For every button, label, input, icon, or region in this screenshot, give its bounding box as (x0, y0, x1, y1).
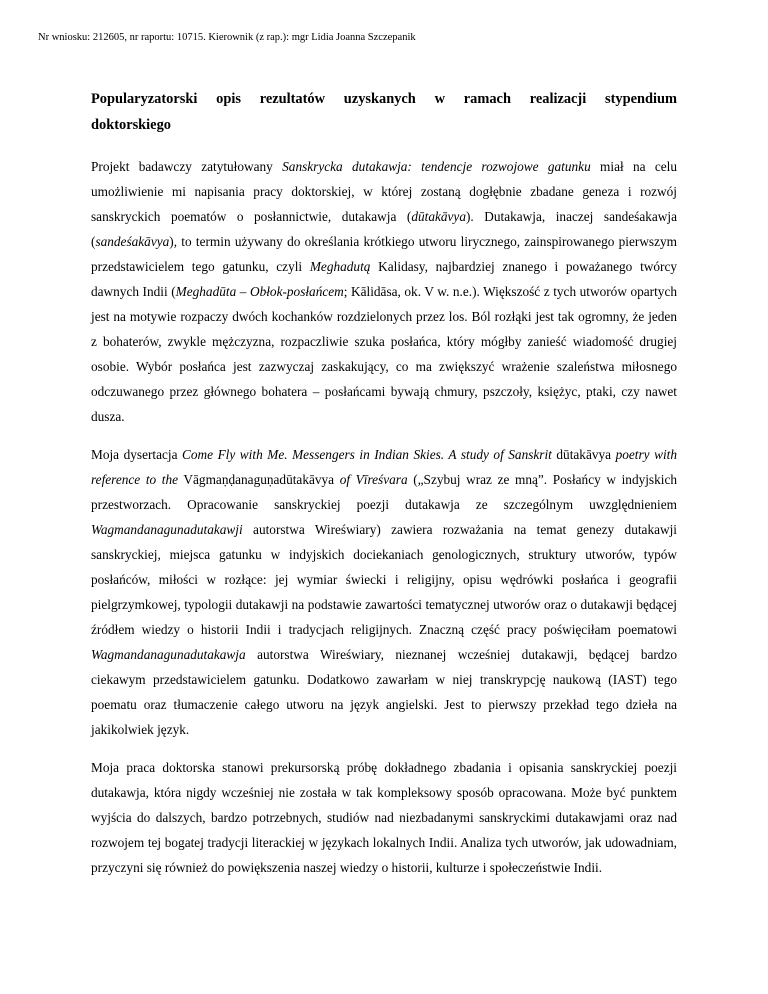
p2-text: Vāgmaṇḍanaguṇadūtakāvya (178, 472, 340, 487)
p1-text: ), to termin używany do określania krótkiego utworu lirycznego, zainspirowanego pierwszym przedstawicielem tego gatunku, czyli (91, 234, 677, 274)
p2-text: dūtakāvya (551, 447, 616, 462)
p2-italic-title: Come Fly with Me. Messengers in Indian Skies. A study of Sanskrit (182, 447, 552, 462)
p2-text: autorstwa Wireświary, nieznanej wcześniej dutakawji, będącej bardzo ciekawym przedstawicielem gatunku. Dodatkowo zawarłam w niej transkrypcję naukową (IAST) tego poematu oraz tłumaczenie całego utworu na język angielski. Jest to pierwszy przekład tego dzieła na jakikolwiek język. (91, 647, 677, 737)
paragraph-3: Moja praca doktorska stanowi prekursorską próbę dokładnego zbadania i opisania sanskryckiej poezji dutakawja, która nigdy wcześniej nie została w tak kompleksowy sposób opracowana. Może być punktem wyjścia do dalszych, bardzo potrzebnych, studiów nad niezbadanymi sanskryckimi dutakawjami oraz nad rozwojem tej bogatej tradycji literackiej w językach lokalnych Indii. Analiza tych utworów, jak udowadniam, przyczyni się również do powiększenia naszej wiedzy o historii, kulturze i społeczeństwie Indii. (91, 760, 677, 875)
paragraph-2 (91, 442, 677, 742)
p1-text: Kalidasy, najbardziej znanego i poważanego twórcy dawnych Indii ( (91, 259, 677, 299)
p1-italic-term: sandeśakāvya (95, 234, 170, 249)
p1-italic-title: Sanskrycka dutakawja: tendencje rozwojowe gatunku (282, 159, 591, 174)
p2-italic-title: poetry with reference to the (91, 447, 677, 487)
p2-italic-term: Wagmandanagunadutakawja (91, 647, 246, 662)
p2-text: autorstwa Wireświary) zawiera rozważania na temat genezy dutakawji sanskryckiej, miejsca gatunku w indyjskich dociekaniach genologicznych, struktury utworów, typów posłańców, miłości w rozłące: jej wymiar świecki i religijny, opisu wędrówki posłańca i geografii pielgrzymkowej, typologii dutakawji na podstawie zawartości tematycznej utworów oraz o dutakawji będącej źródłem wiedzy o historii Indii i tradycjach religijnych. Znaczną część pracy poświęciłam poematowi (91, 522, 677, 637)
document-title (91, 86, 677, 138)
p1-text: miał na celu umożliwienie mi napisania pracy doktorskiej, w której zostaną dogłębnie zbadane geneza i rozwój sanskryckich poematów o posłannictwie, dutakawja ( (91, 159, 677, 224)
p1-text: ; Kālidāsa, ok. V w. n.e.). Większość z tych utworów opartych jest na motywie rozpaczy dwóch kochanków rozdzielonych przez los. Ból rozłąki jest tak ogromny, że jeden z bohaterów, zwykle mężczyzna, rozpaczliwie szuka posłańca, który mógłby zanieść wiadomość drugiej osobie. Wybór posłańca jest zazwyczaj zaskakujący, co ma zwiększyć wrażenie szaleństwa miłosnego odczuwanego przez głównego bohatera – posłańcami bywają chmury, pszczoły, księżyc, ptaki, czy nawet dusza. (91, 284, 677, 424)
document-body (91, 86, 677, 893)
p1-italic-term: Meghadutą (309, 259, 371, 274)
title-line-1: Popularyzatorski opis rezultatów uzyskanych w ramach realizacji stypendium (91, 91, 677, 107)
page-header: Nr wniosku: 212605, nr raportu: 10715. Kierownik (z rap.): mgr Lidia Joanna Szczepanik (38, 32, 416, 43)
title-line-2: doktorskiego (91, 117, 171, 133)
p2-text: („Szybuj wraz ze mną”. Posłańcy w indyjskich przestworzach. Opracowanie sanskryckiej poezji dutakawja ze szczególnym uwzględnieniem (91, 472, 677, 512)
p1-text: ). Dutakawja, inaczej sandeśakawja ( (91, 209, 677, 249)
p2-italic-title: of Vīreśvara (339, 472, 408, 487)
p1-text: Projekt badawczy zatytułowany (91, 159, 283, 174)
p1-italic-term: dūtakāvya (411, 209, 466, 224)
p1-italic-term: Meghadūta – Obłok-posłańcem (175, 284, 344, 299)
p2-italic-term: Wagmandanagunadutakawji (91, 522, 243, 537)
p2-text: Moja dysertacja (91, 447, 183, 462)
paragraph-1 (91, 154, 677, 429)
